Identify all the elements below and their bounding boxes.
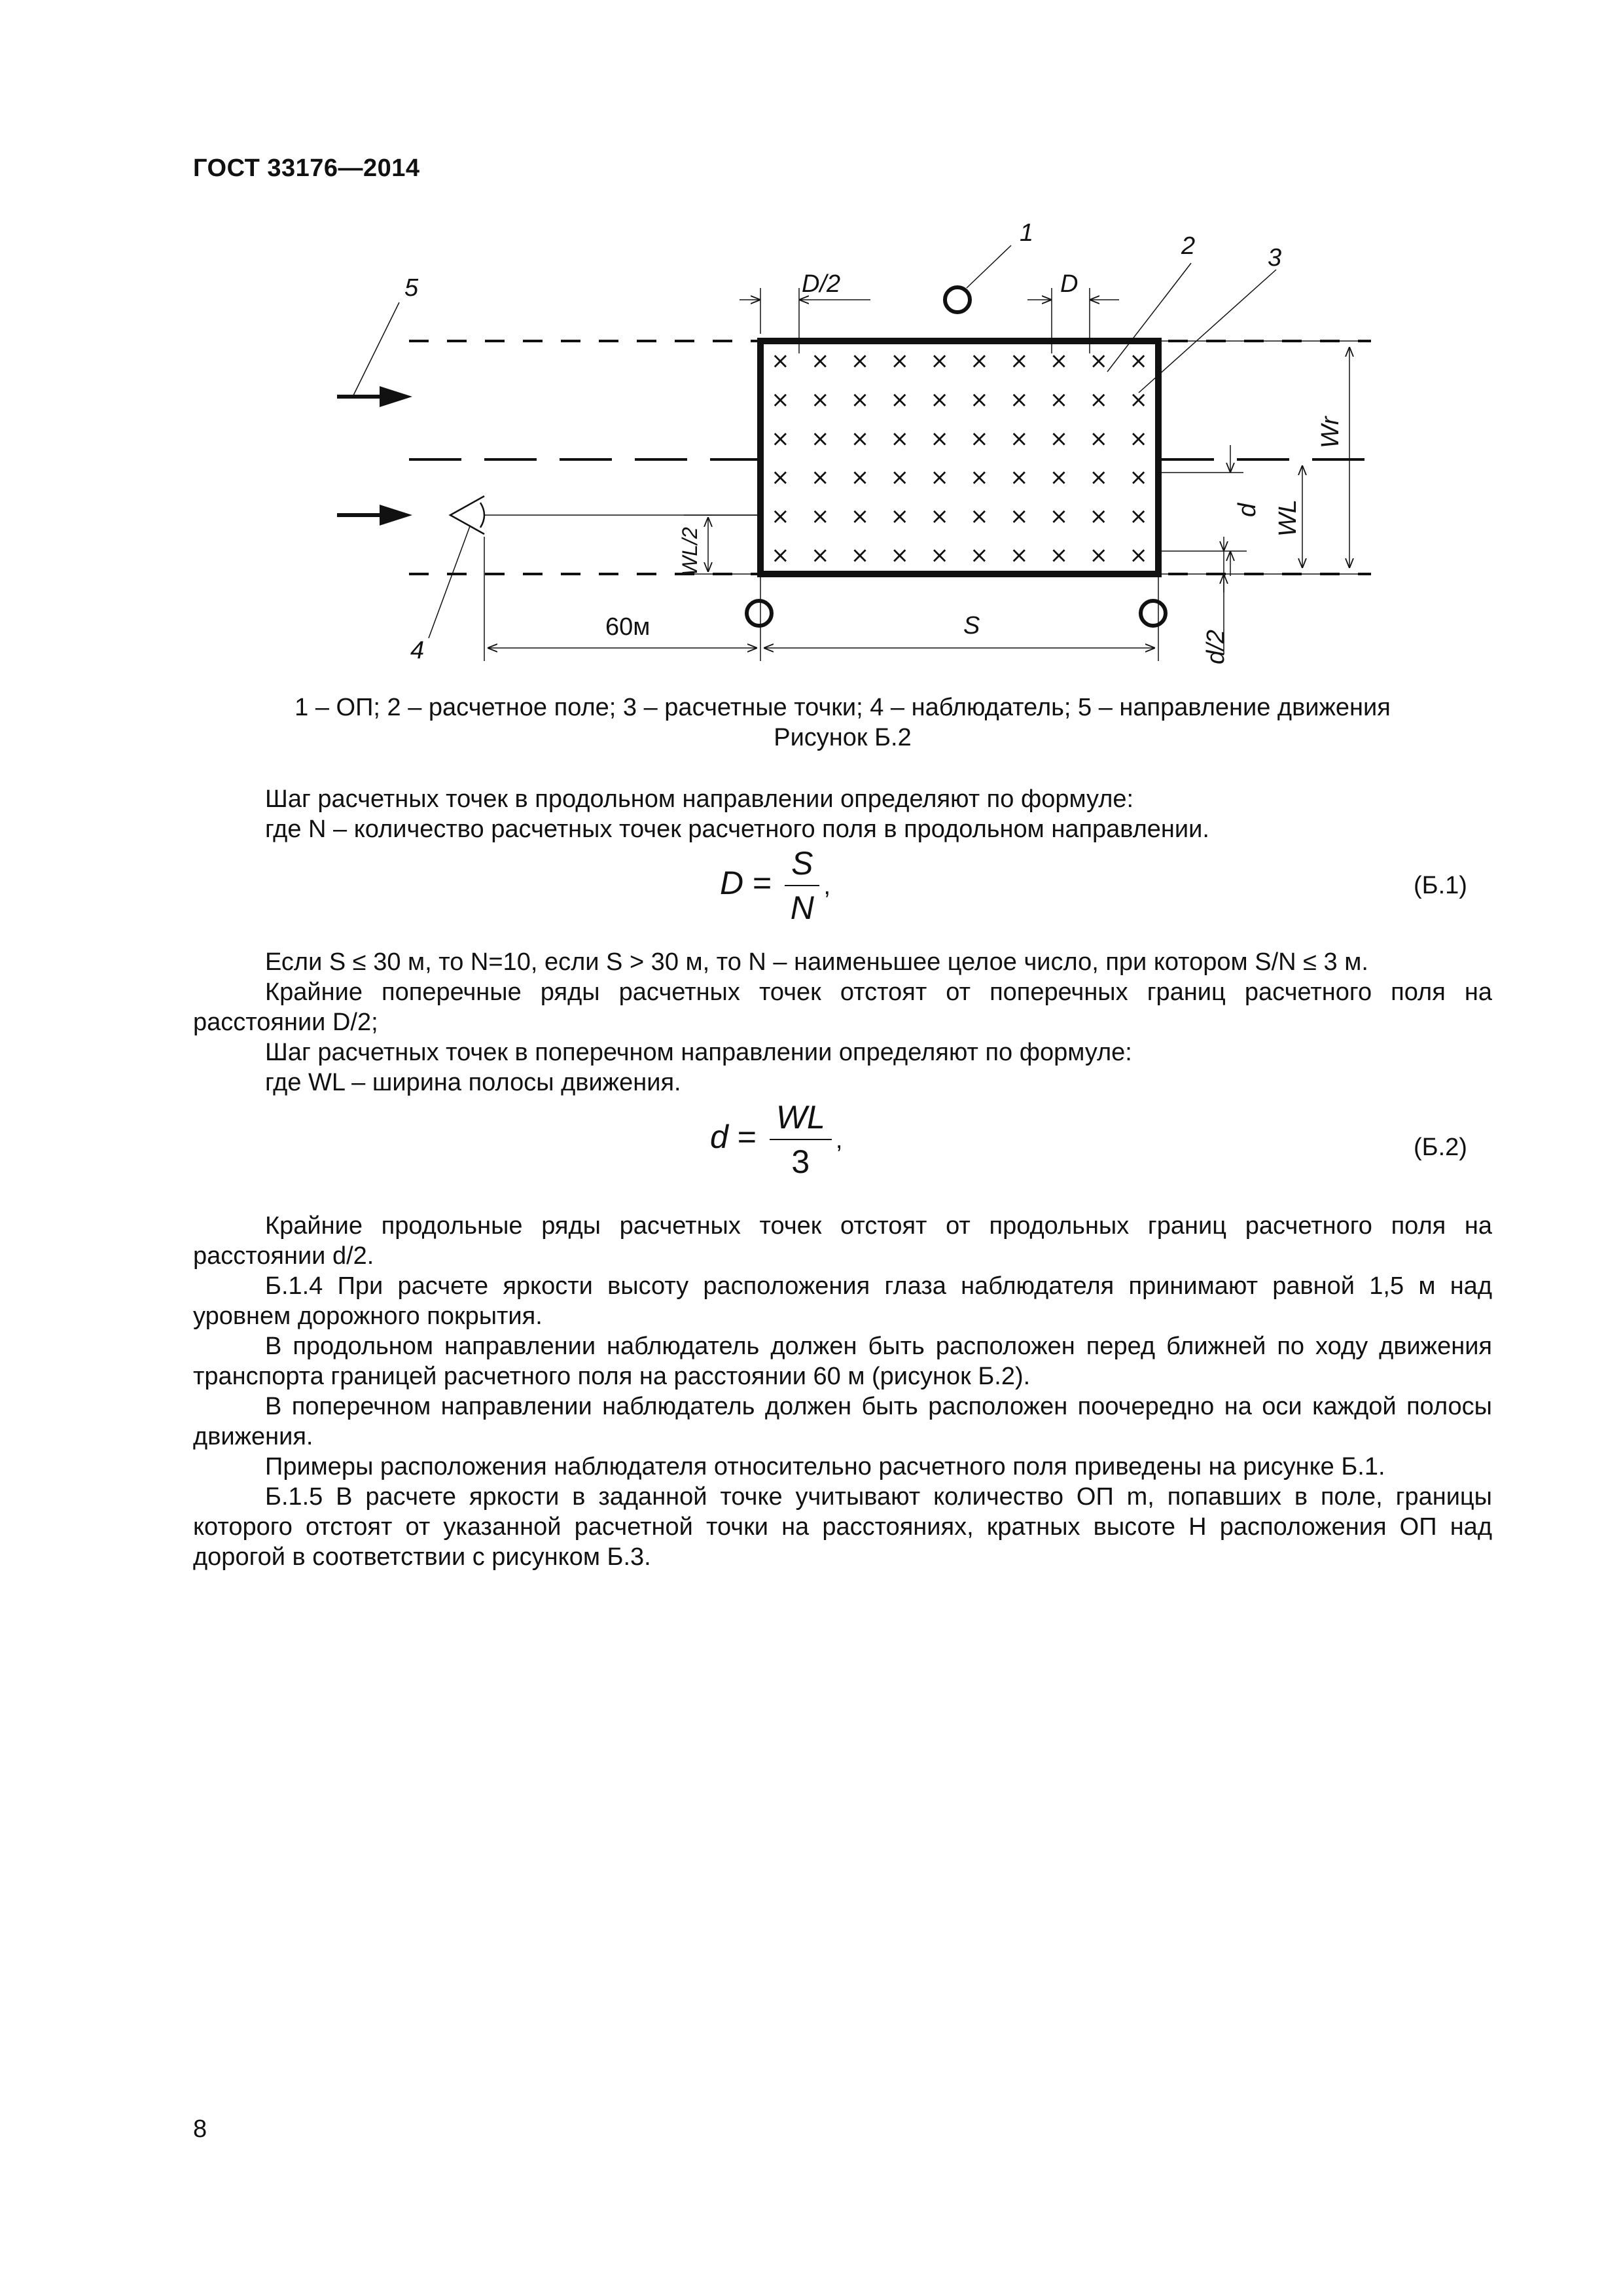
formula-b1-number: (Б.1) [1414,872,1467,899]
paragraph-9: В продольном направлении наблюдатель должен быть расположен перед ближней по ходу движения транспорта границей расчетного поля на расстоянии 60 м (рисунок Б.2). [193,1333,1492,1390]
calculation-point: × [1049,542,1069,569]
direction-arrow-bottom [337,505,412,526]
calculation-point: × [970,387,989,413]
calculation-point: × [930,542,949,569]
paragraph-7: Крайние продольные ряды расчетных точек отстоят от продольных границ расчетного поля на расстоянии d/2. [193,1212,1492,1270]
light-pole-top [945,287,970,312]
calculation-point: × [1129,425,1148,452]
calculation-point: × [890,387,910,413]
dim-label-half-d: d/2 [1202,630,1230,664]
dim-label-WL: WL [1274,499,1302,537]
calculation-point: × [1049,425,1069,452]
calculation-point: × [930,425,949,452]
callout-5: 5 [404,274,419,302]
calculation-point: × [890,348,910,374]
document-header: ГОСТ 33176—2014 [193,154,420,182]
calculation-point: × [810,542,830,569]
calculation-point: × [771,348,790,374]
calculation-point: × [810,464,830,491]
dim-label-half-WL: WL/2 [678,527,702,576]
calculation-point: × [850,348,870,374]
light-pole-bottom-left [747,601,772,626]
calculation-point: × [930,503,949,529]
formula-b1-denominator: N [790,889,814,926]
calculation-point: × [1009,387,1029,413]
calculation-point: × [890,425,910,452]
calculation-point: × [850,425,870,452]
paragraph-2: где N – количество расчетных точек расчетного поля в продольном направлении. [265,816,1209,843]
dim-label-S: S [963,612,980,639]
page-number: 8 [193,2115,207,2143]
calculation-point: × [1129,348,1148,374]
calculation-point: × [890,503,910,529]
calculation-point: × [1129,542,1148,569]
formula-b1-numerator: S [785,844,819,886]
calculation-point: × [1049,464,1069,491]
calculation-point: × [1009,464,1029,491]
paragraph-10: В поперечном направлении наблюдатель должен быть расположен поочередно на оси каждой полосы движения. [193,1393,1492,1450]
calculation-point: × [1049,503,1069,529]
calculation-point: × [890,542,910,569]
calculation-point: × [1009,542,1029,569]
callout-2: 2 [1181,232,1196,260]
calculation-point: × [1009,348,1029,374]
formula-b2-numerator: WL [770,1098,832,1140]
paragraph-11: Примеры расположения наблюдателя относительно расчетного поля приведены на рисунке Б.1. [265,1453,1385,1480]
figure-b2 [0,196,1623,694]
calculation-point: × [1089,425,1109,452]
calculation-point: × [850,464,870,491]
calculation-point: × [850,387,870,413]
calculation-point: × [810,425,830,452]
formula-b2-lhs: d [710,1119,728,1156]
calculation-point: × [1089,464,1109,491]
calculation-field [760,341,1158,574]
formula-b2-number: (Б.2) [1414,1134,1467,1161]
paragraph-3: Если S ≤ 30 м, то N=10, если S > 30 м, то N – наименьшее целое число, при котором S/N ≤ 3 м. [265,948,1368,976]
paragraph-8: Б.1.4 При расчете яркости высоту расположения глаза наблюдателя принимают равной 1,5 м над уровнем дорожного покрытия. [193,1272,1492,1330]
figure-legend: 1 – ОП; 2 – расчетное поле; 3 – расчетные точки; 4 – наблюдатель; 5 – направление движения [294,694,1391,721]
paragraph-6: где WL – ширина полосы движения. [265,1069,681,1096]
dim-label-Wr: Wr [1317,416,1344,448]
paragraph-4: Крайние поперечные ряды расчетных точек отстоят от поперечных границ расчетного поля на расстоянии D/2; [193,978,1492,1036]
dim-label-d: d [1234,503,1261,517]
calculation-point: × [810,387,830,413]
calculation-point: × [970,464,989,491]
calculation-point: × [771,503,790,529]
dim-label-D: D [1060,270,1079,298]
calculation-point: × [1049,387,1069,413]
calculation-point: × [1089,387,1109,413]
calculation-point: × [1129,464,1148,491]
calculation-point: × [1129,387,1148,413]
calculation-point: × [1049,348,1069,374]
light-pole-bottom-right [1141,601,1166,626]
calculation-point: × [1009,425,1029,452]
calculation-point: × [850,542,870,569]
calculation-point: × [930,348,949,374]
paragraph-5: Шаг расчетных точек в поперечном направлении определяют по формуле: [265,1039,1132,1066]
figure-caption: Рисунок Б.2 [774,724,912,751]
formula-b1-lhs: D [720,865,744,902]
dim-label-half-D: D/2 [802,270,841,298]
formula-b2: d = $\frac{WL}{3}$ , [710,1099,843,1180]
calculation-point: × [771,542,790,569]
calculation-point: × [850,503,870,529]
calculation-point: × [810,503,830,529]
direction-arrow-top [337,386,412,407]
calculation-point: × [970,503,989,529]
paragraph-1: Шаг расчетных точек в продольном направлении определяют по формуле: [265,785,1134,813]
calculation-point: × [1009,503,1029,529]
calculation-point: × [970,542,989,569]
calculation-point: × [930,464,949,491]
callout-1: 1 [1020,219,1034,247]
calculation-point: × [930,387,949,413]
calculation-point: × [970,425,989,452]
dim-label-distance: 60м [605,613,651,641]
calculation-point: × [771,425,790,452]
calculation-point: × [810,348,830,374]
formula-b1: D = $\frac{S}{N}$ , [720,845,831,926]
callout-3: 3 [1268,244,1282,272]
calculation-point: × [1129,503,1148,529]
calculation-point: × [1089,542,1109,569]
calculation-point: × [771,464,790,491]
callout-4: 4 [410,637,425,664]
calculation-point: × [1089,503,1109,529]
calculation-point: × [890,464,910,491]
calculation-point: × [771,387,790,413]
calculation-point: × [1089,348,1109,374]
formula-b2-denominator: 3 [791,1143,810,1180]
calculation-point: × [970,348,989,374]
paragraph-12: Б.1.5 В расчете яркости в заданной точке учитывают количество ОП m, попавших в поле, границы которого отстоят от указанной расчетной точки на расстояниях, кратных высоте H расположения ОП над дорогой в соответствии с рисунком Б.3. [193,1483,1492,1571]
